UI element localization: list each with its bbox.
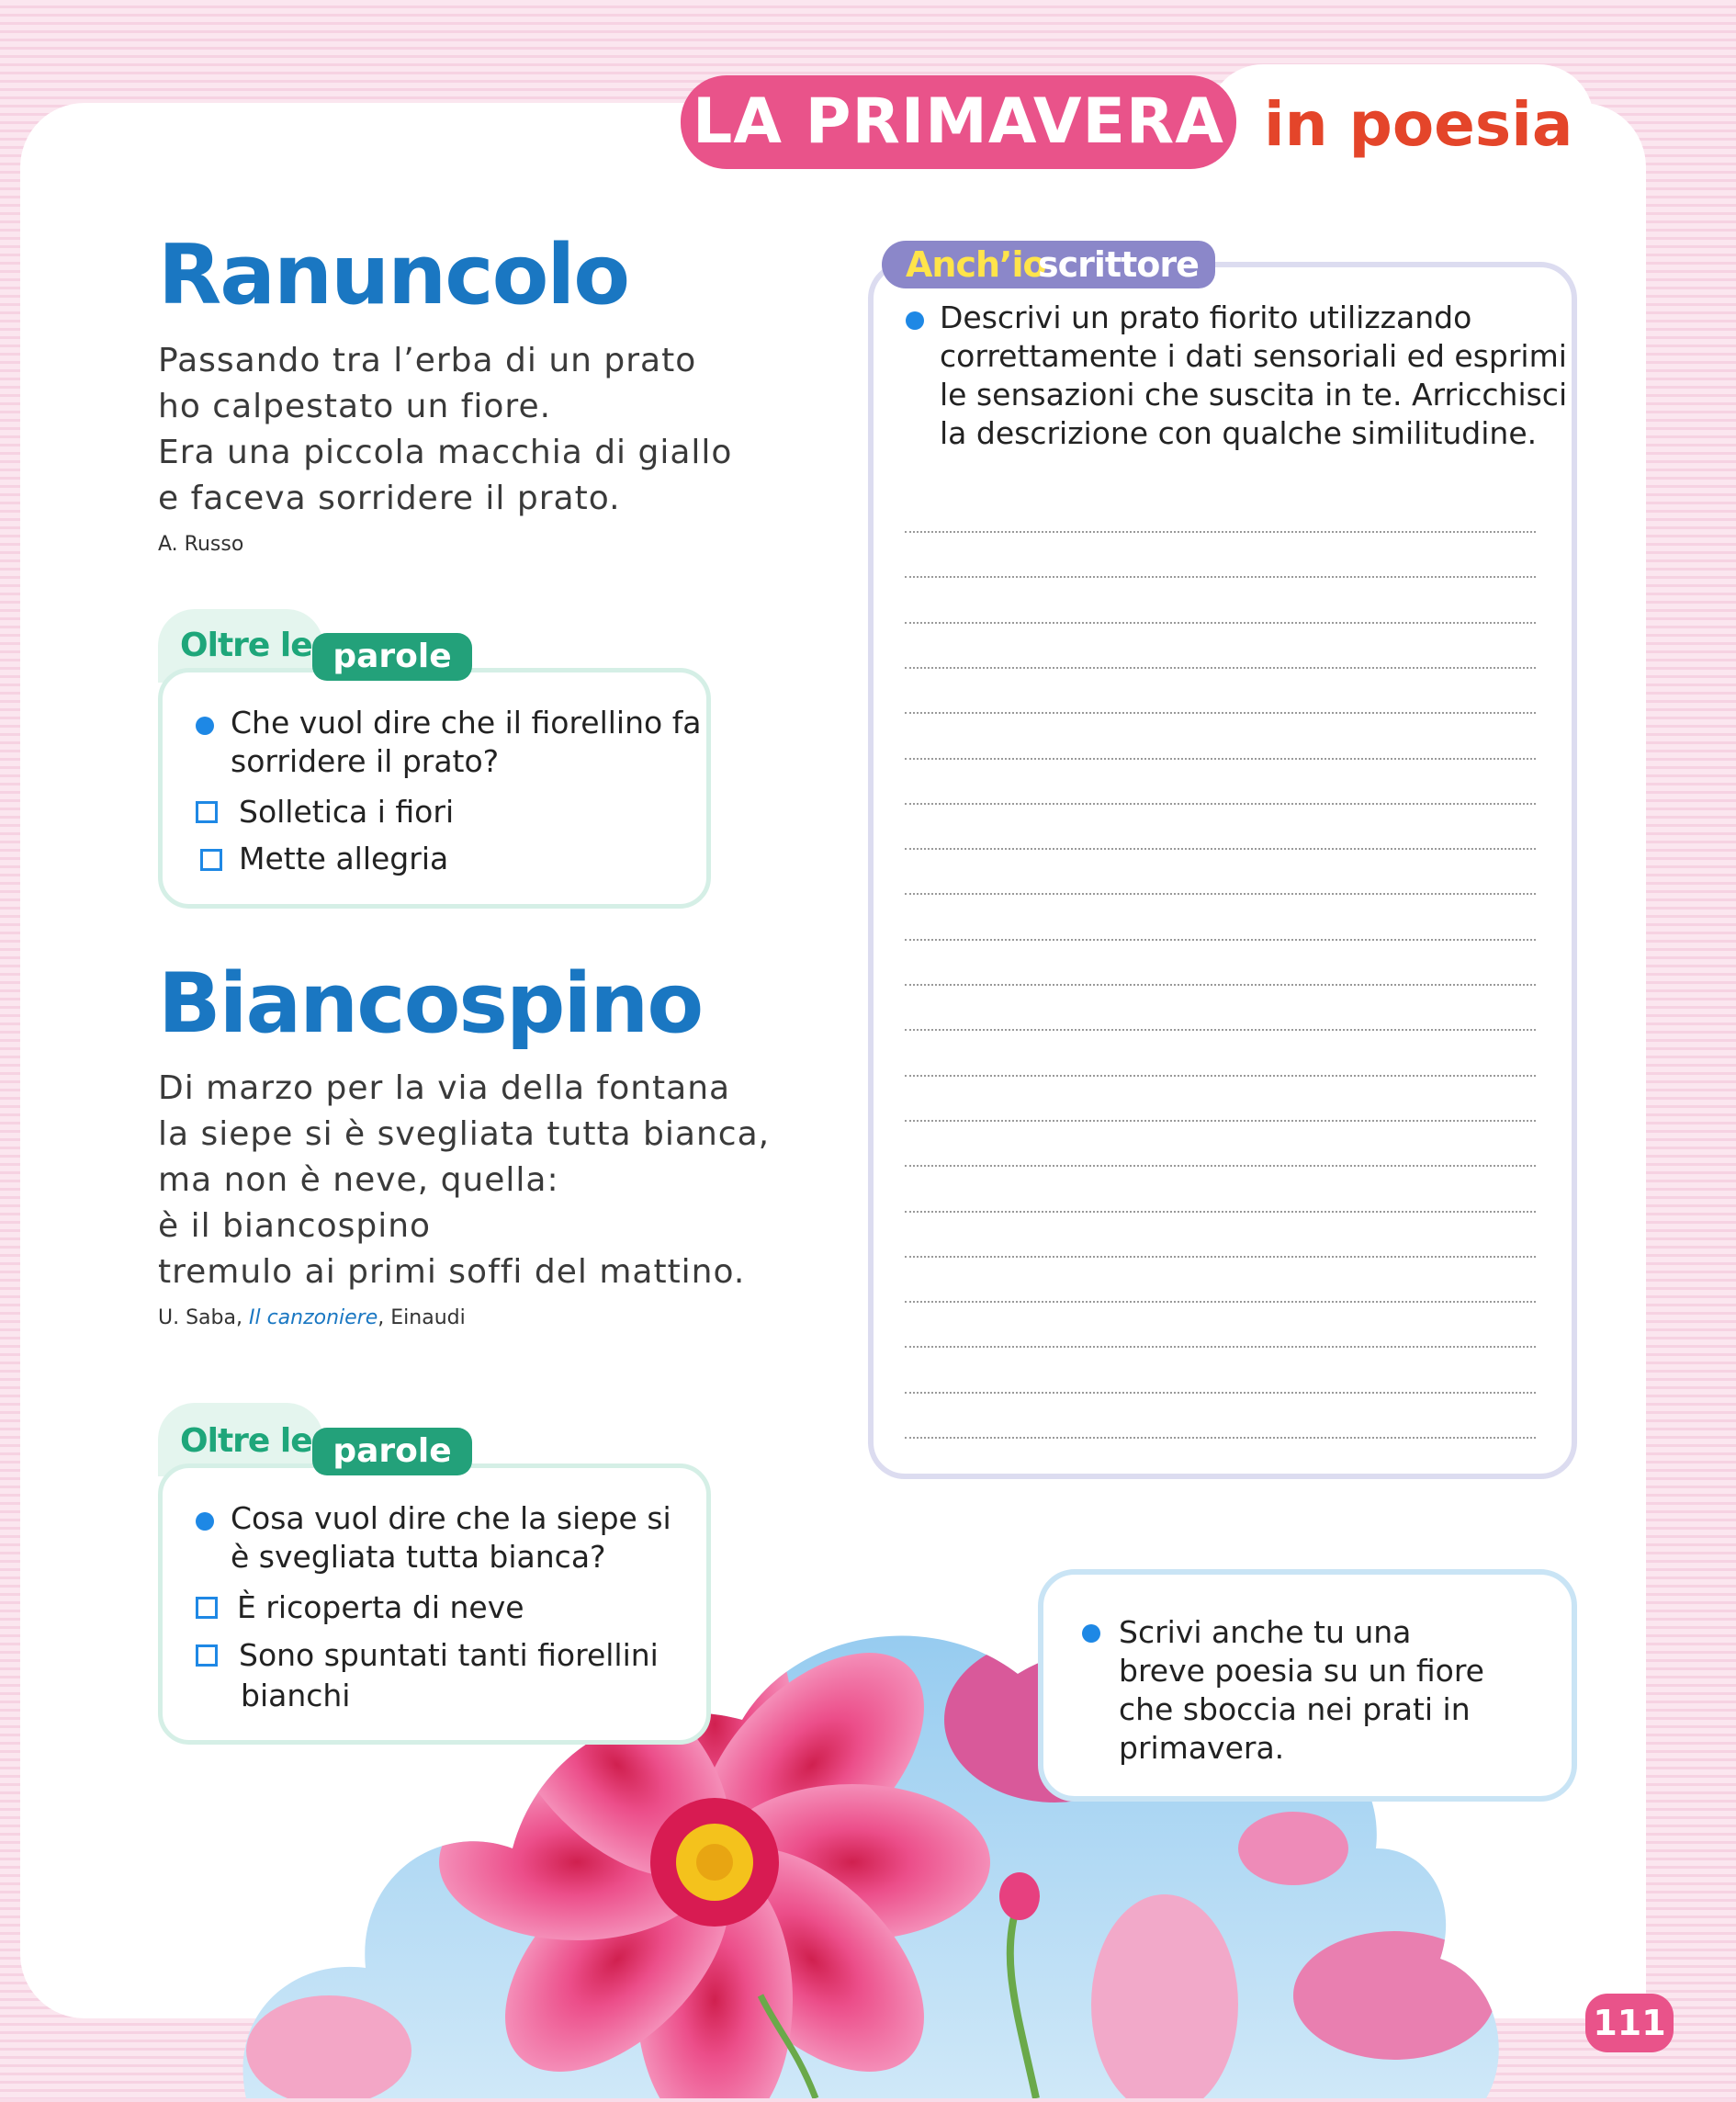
- page-title: LA PRIMAVERA: [681, 75, 1236, 169]
- bullet-dot: [1082, 1624, 1100, 1643]
- answer-checkbox[interactable]: [200, 849, 222, 871]
- writing-line[interactable]: [905, 803, 1536, 805]
- credit-work: Il canzoniere: [248, 1306, 378, 1329]
- poem-line: ma non è neve, quella:: [158, 1161, 559, 1199]
- poem-line: Passando tra l’erba di un prato: [158, 342, 697, 379]
- poetry-prompt: Scrivi anche tu una: [1119, 1614, 1412, 1650]
- writing-line[interactable]: [905, 1211, 1536, 1213]
- poem-title-ranuncolo: Ranuncolo: [158, 227, 629, 323]
- writing-line[interactable]: [905, 848, 1536, 850]
- poem-line: ho calpestato un fiore.: [158, 388, 552, 425]
- poetry-prompt: primavera.: [1119, 1730, 1285, 1766]
- poem-credit: [158, 1306, 466, 1329]
- writing-line[interactable]: [905, 1437, 1536, 1439]
- poem-title-biancospino: Biancospino: [158, 955, 703, 1052]
- bullet-dot: [196, 1512, 214, 1531]
- exercise-question: Cosa vuol dire che la siepe si: [231, 1500, 671, 1536]
- answer-checkbox[interactable]: [196, 1644, 218, 1667]
- writing-line[interactable]: [905, 667, 1536, 669]
- writing-prompt: correttamente i dati sensoriali ed esprimi: [940, 338, 1567, 374]
- writing-line[interactable]: [905, 576, 1536, 578]
- writing-line[interactable]: [905, 939, 1536, 941]
- answer-option: Solletica i fiori: [239, 794, 455, 830]
- writing-line[interactable]: [905, 622, 1536, 624]
- exercise-tab-badge: parole: [312, 633, 472, 681]
- bullet-dot: [196, 717, 214, 735]
- poem-line: Di marzo per la via della fontana: [158, 1069, 731, 1107]
- poem-line: la siepe si è svegliata tutta bianca,: [158, 1115, 771, 1153]
- answer-option: È ricoperta di neve: [237, 1589, 524, 1625]
- writing-line[interactable]: [905, 1392, 1536, 1394]
- page-number: 111: [1585, 1994, 1674, 2052]
- writing-tab-badge: scrittore: [1038, 244, 1199, 285]
- writing-tab-label: Anch’io: [906, 244, 1046, 285]
- writing-prompt: le sensazioni che suscita in te. Arricchisci: [940, 377, 1568, 412]
- poem-line: è il biancospino: [158, 1207, 432, 1245]
- writing-line[interactable]: [905, 984, 1536, 986]
- exercise-tab-label: Oltre le: [180, 627, 312, 664]
- answer-option: Sono spuntati tanti fiorellini: [239, 1637, 659, 1673]
- credit-publisher: , Einaudi: [378, 1306, 466, 1329]
- writing-line[interactable]: [905, 758, 1536, 760]
- poem-line: tremulo ai primi soffi del mattino.: [158, 1253, 746, 1291]
- writing-line[interactable]: [905, 1165, 1536, 1167]
- exercise-question: è svegliata tutta bianca?: [231, 1539, 606, 1575]
- writing-line[interactable]: [905, 1256, 1536, 1258]
- answer-option: Mette allegria: [239, 841, 449, 876]
- exercise-question: Che vuol dire che il fiorellino fa: [231, 705, 702, 740]
- writing-line[interactable]: [905, 1029, 1536, 1031]
- writing-line[interactable]: [905, 1346, 1536, 1348]
- writing-line[interactable]: [905, 1301, 1536, 1303]
- writing-prompt: Descrivi un prato fiorito utilizzando: [940, 299, 1472, 335]
- poem-line: Era una piccola macchia di giallo: [158, 434, 733, 471]
- poem-line: e faceva sorridere il prato.: [158, 480, 621, 517]
- bullet-dot: [906, 311, 924, 330]
- writing-line[interactable]: [905, 712, 1536, 714]
- page-subtitle: in poesia: [1264, 89, 1573, 160]
- poem-credit: A. Russo: [158, 533, 244, 556]
- writing-prompt: la descrizione con qualche similitudine.: [940, 415, 1538, 451]
- exercise-tab-label: Oltre le: [180, 1422, 312, 1460]
- writing-line[interactable]: [905, 893, 1536, 895]
- answer-checkbox[interactable]: [196, 1597, 218, 1619]
- exercise-question: sorridere il prato?: [231, 743, 500, 779]
- poetry-prompt: che sboccia nei prati in: [1119, 1691, 1471, 1727]
- exercise-tab-badge: parole: [312, 1428, 472, 1475]
- answer-checkbox[interactable]: [196, 801, 218, 823]
- writing-line[interactable]: [905, 1120, 1536, 1122]
- answer-option-continued: bianchi: [241, 1678, 351, 1713]
- writing-line[interactable]: [905, 531, 1536, 533]
- credit-author: U. Saba,: [158, 1306, 249, 1329]
- writing-line[interactable]: [905, 1075, 1536, 1077]
- poetry-prompt: breve poesia su un fiore: [1119, 1653, 1484, 1689]
